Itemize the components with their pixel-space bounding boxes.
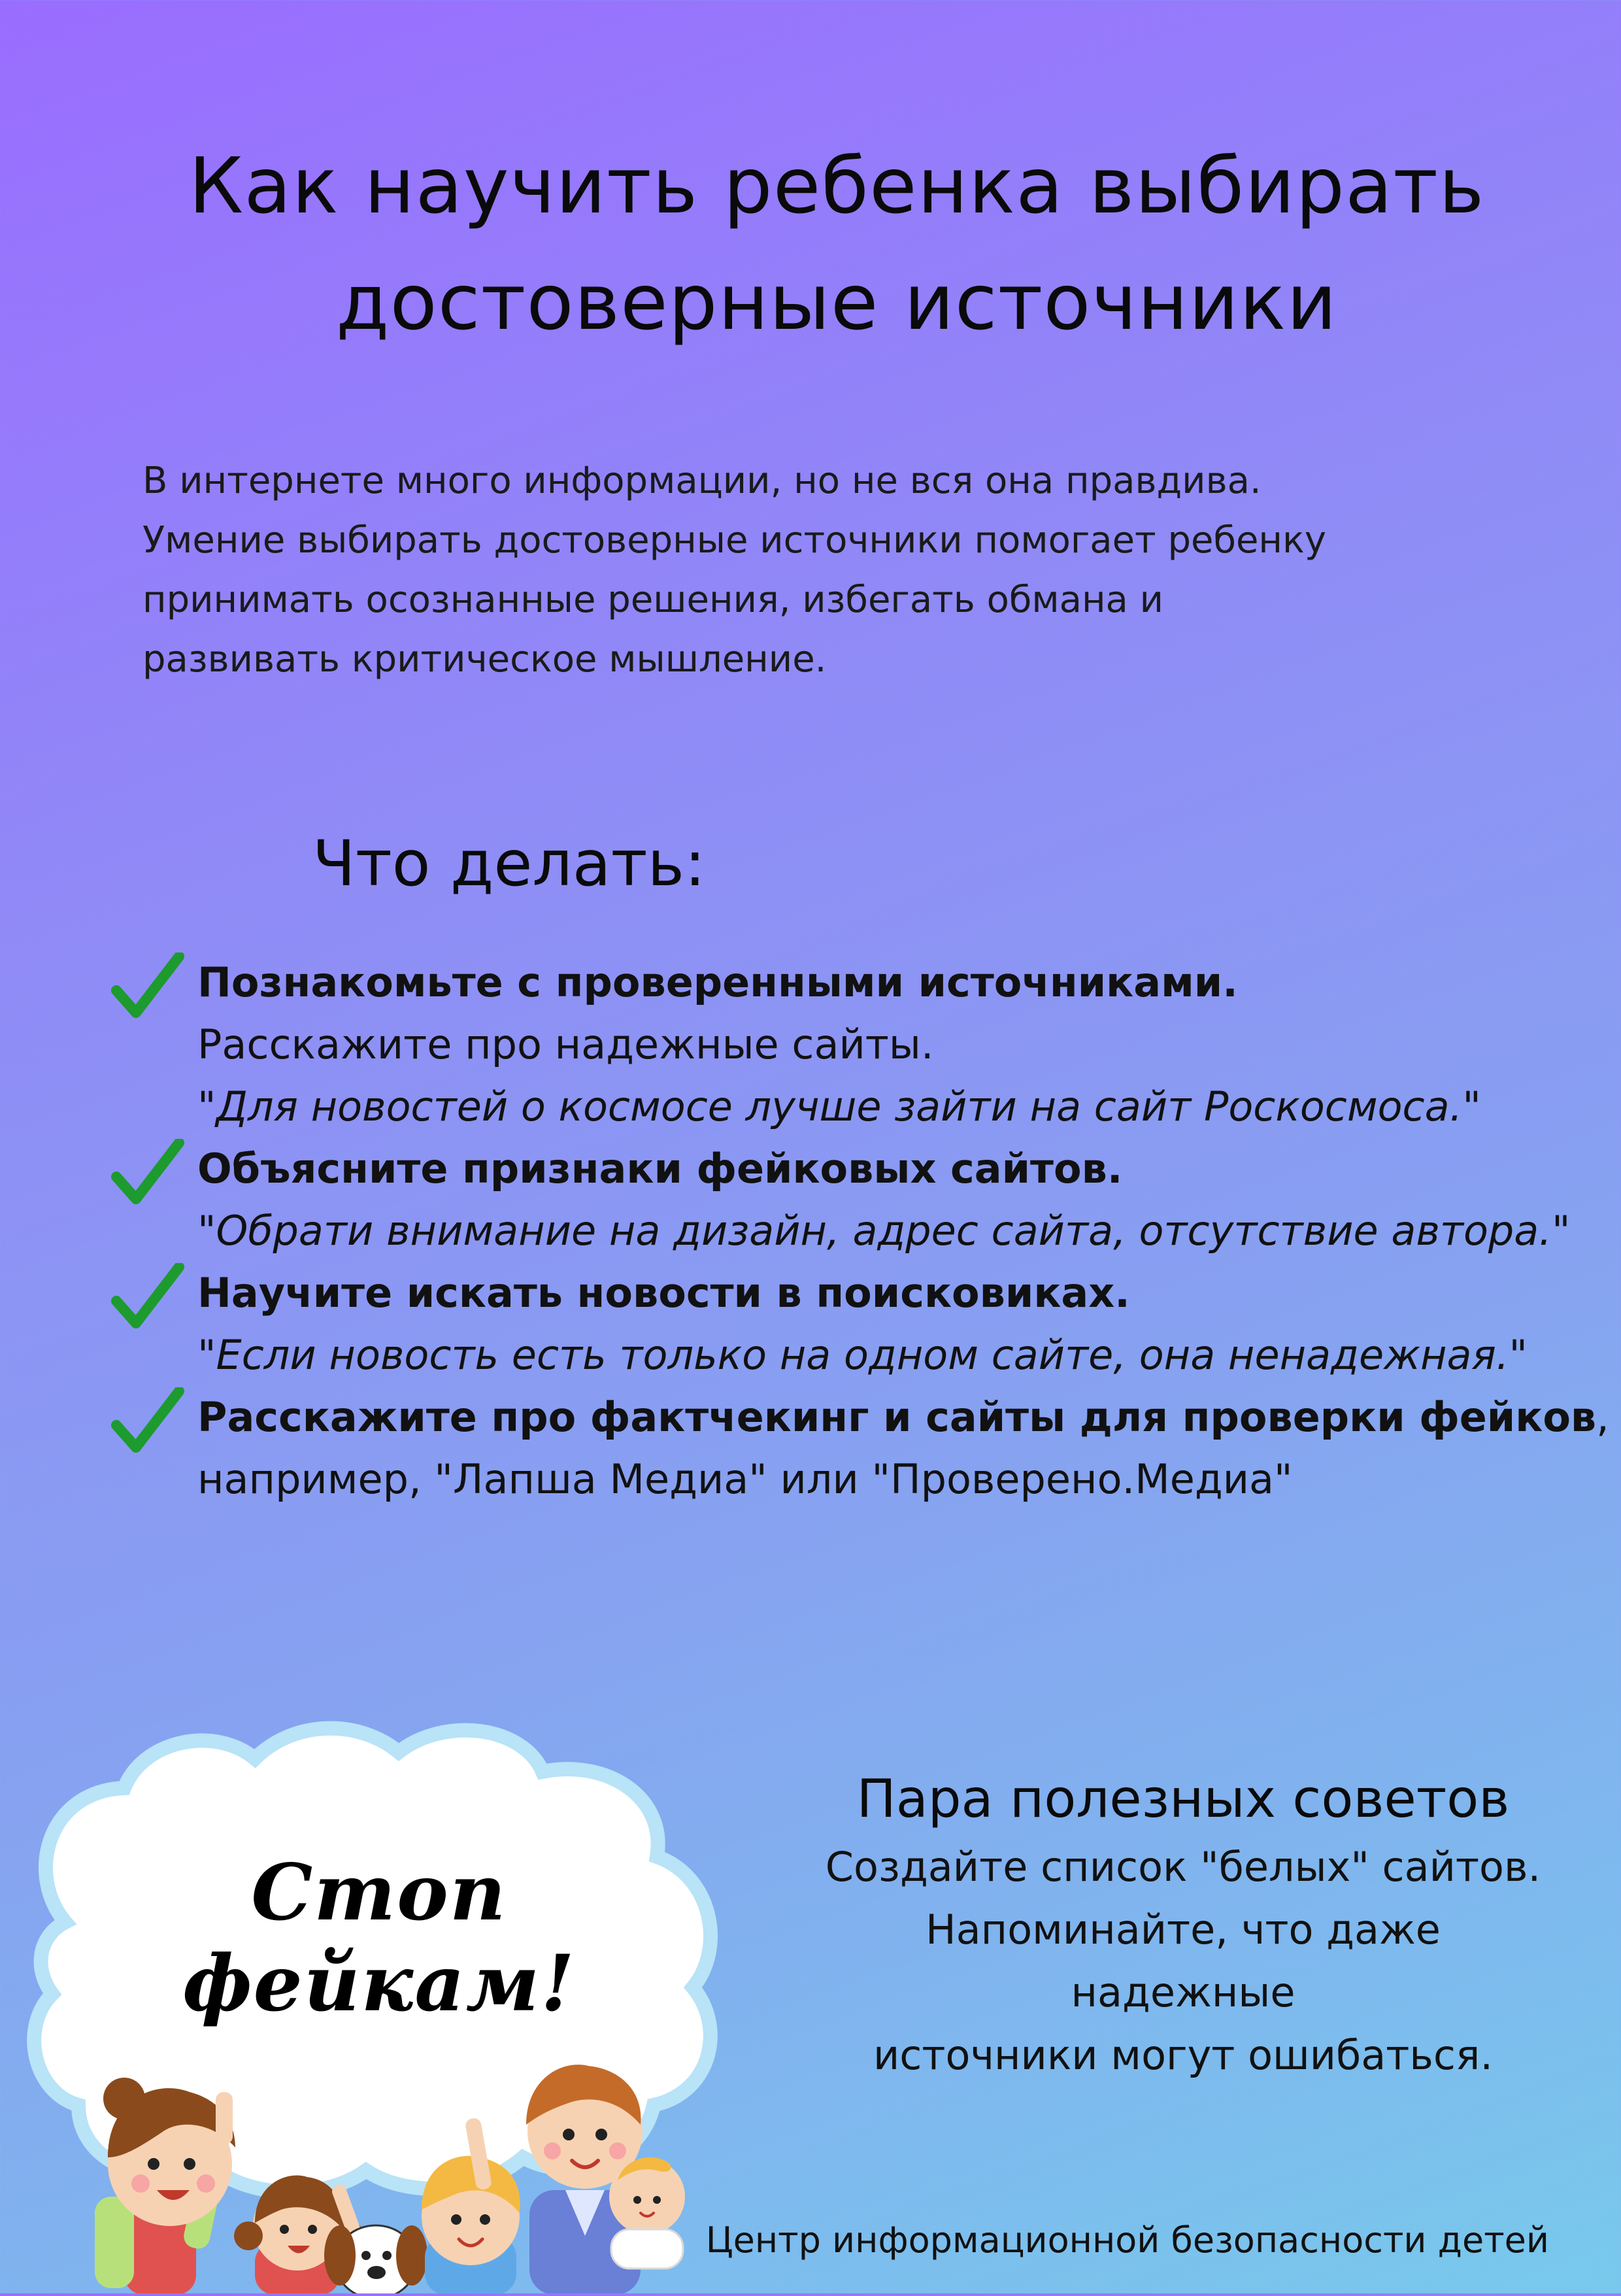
tips-line: Напоминайте, что даже надежные <box>926 1906 1441 2016</box>
todo-item-title: Познакомьте с проверенными источниками. <box>197 958 1238 1006</box>
tips-line: Создайте список "белых" сайтов. <box>825 1843 1541 1891</box>
mother-figure <box>95 2078 235 2293</box>
todo-item <box>0 1386 1621 1510</box>
todo-item-quote: "Если новость есть только на одном сайте, она ненадежная." <box>197 1331 1528 1379</box>
page-title <box>78 127 1595 360</box>
todo-item-title: Расскажите про фактчекинг и сайты для проверки фейков <box>197 1393 1597 1441</box>
title-line-2: достоверные источники <box>335 257 1338 347</box>
todo-item-text: Расскажите про надежные сайты. <box>197 1021 934 1068</box>
tips-heading: Пара полезных советов <box>856 1768 1510 1829</box>
check-icon <box>111 1139 184 1209</box>
intro-paragraph <box>142 451 1548 689</box>
todo-item-title-tail: , <box>1596 1393 1609 1441</box>
todo-item-title-line <box>197 1386 1621 1448</box>
todo-item <box>0 1262 1621 1386</box>
todo-item-title: Объясните признаки фейковых сайтов. <box>197 1145 1123 1192</box>
check-icon <box>111 1263 184 1334</box>
intro-line: Умение выбирать достоверные источники помогает ребенку <box>142 519 1327 562</box>
tips-block <box>811 1768 1556 2087</box>
todo-item-quote: "Для новостей о космосе лучше зайти на сайт Роскосмоса." <box>197 1083 1481 1130</box>
todo-item <box>0 951 1621 1138</box>
cloud-slogan: Стоп фейкам! <box>182 1847 576 2029</box>
check-icon <box>111 1387 184 1458</box>
tips-line: источники могут ошибаться. <box>873 2031 1494 2079</box>
todo-item <box>0 1138 1621 1262</box>
intro-line: В интернете много информации, но не вся она правдива. <box>142 460 1262 502</box>
todo-item-text: например, "Лапша Медиа" или "Проверено.Медиа" <box>197 1455 1293 1503</box>
dog-figure <box>324 2225 427 2293</box>
footer-organization: Центр информационной безопасности детей <box>705 2220 1549 2261</box>
check-icon <box>111 953 184 1023</box>
todo-heading: Что делать: <box>312 827 706 900</box>
cloud-illustration <box>20 1713 758 2293</box>
todo-item-quote: "Обрати внимание на дизайн, адрес сайта, отсутствие автора." <box>197 1207 1571 1255</box>
todo-item-title: Научите искать новости в поисковиках. <box>197 1269 1130 1317</box>
todo-list <box>0 951 1621 1510</box>
intro-line: развивать критическое мышление. <box>142 638 827 681</box>
intro-line: принимать осознанные решения, избегать обмана и <box>142 579 1164 621</box>
title-line-1: Как научить ребенка выбирать <box>188 141 1485 231</box>
